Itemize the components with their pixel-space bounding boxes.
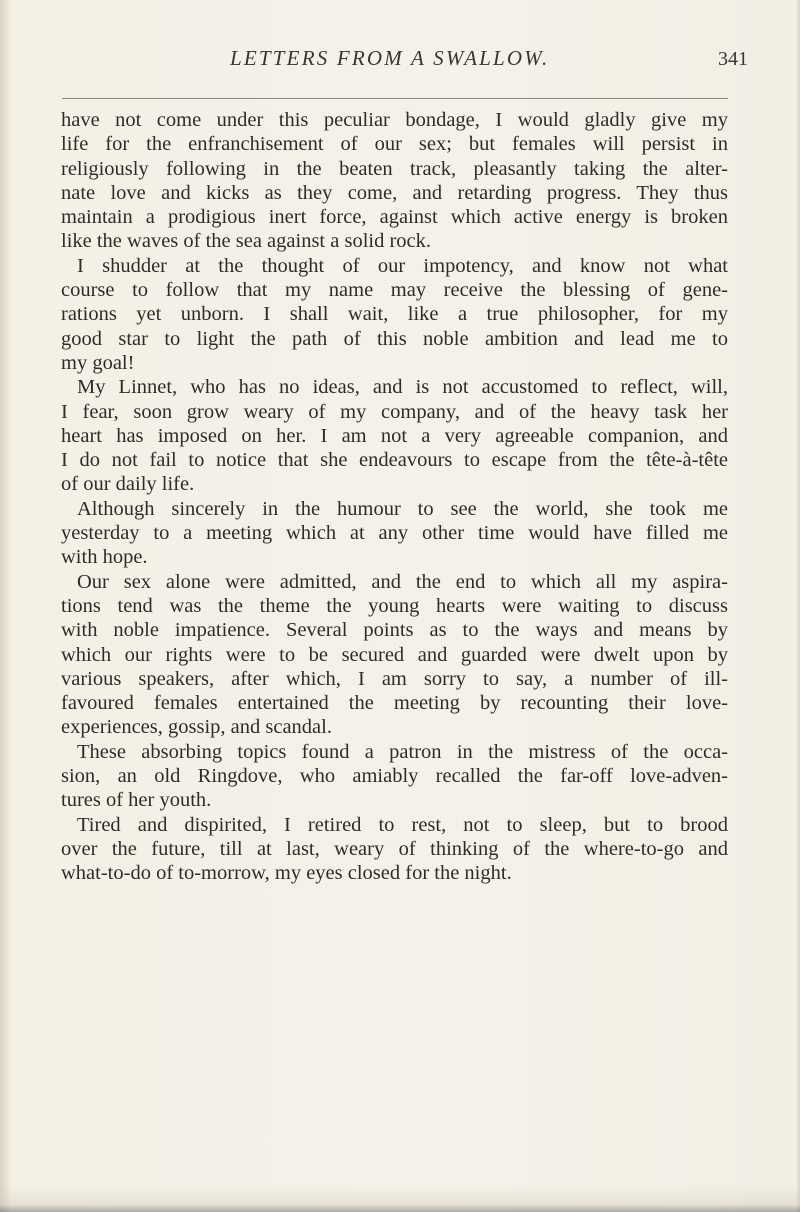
- text-line: have not come under this peculiar bondage, I would gladly give my: [61, 109, 728, 131]
- text-line: sion, an old Ringdove, who amiably recalled the far-off love-adven-: [61, 765, 728, 788]
- text-line: I shudder at the thought of our impotency, and know not what: [77, 254, 728, 277]
- text-line: tures of her youth.: [61, 789, 212, 812]
- text-line: My Linnet, who has no ideas, and is not accustomed to reflect, will,: [77, 376, 728, 399]
- text-line: course to follow that my name may receive the blessing of gene-: [61, 279, 728, 302]
- page-header: [0, 46, 800, 76]
- text-line: favoured females entertained the meeting by recounting their love-: [61, 692, 728, 715]
- text-line: Tired and dispirited, I retired to rest, not to sleep, but to brood: [77, 813, 728, 836]
- text-line: experiences, gossip, and scandal.: [61, 716, 332, 739]
- page-binding-shadow: [0, 0, 10, 1212]
- text-line: Although sincerely in the humour to see the world, she took me: [77, 497, 728, 520]
- text-line: over the future, till at last, weary of thinking of the where-to-go and: [61, 837, 728, 860]
- text-line: These absorbing topics found a patron in the mistress of the occa-: [77, 740, 728, 763]
- text-line: life for the enfranchisement of our sex; but females will persist in: [61, 133, 728, 156]
- header-rule: [62, 98, 728, 99]
- text-line: which our rights were to be secured and guarded were dwelt upon by: [61, 643, 728, 666]
- text-line: various speakers, after which, I am sorry to say, a number of ill-: [61, 667, 728, 690]
- page-bottom-shadow: [0, 1186, 800, 1212]
- text-line: I do not fail to notice that she endeavours to escape from the tête-à-tête: [61, 449, 728, 472]
- text-line: of our daily life.: [61, 473, 195, 496]
- page-number: 341: [718, 48, 748, 70]
- text-line: tions tend was the theme the young hearts were waiting to discuss: [61, 594, 728, 617]
- text-line: like the waves of the sea against a solid rock.: [61, 230, 432, 253]
- text-line: yesterday to a meeting which at any other time would have filled me: [61, 522, 728, 545]
- text-line: maintain a prodigious inert force, against which active energy is broken: [61, 206, 728, 229]
- running-head: LETTERS FROM A SWALLOW.: [230, 46, 550, 70]
- text-line: nate love and kicks as they come, and retarding progress. They thus: [61, 181, 728, 204]
- text-line: rations yet unborn. I shall wait, like a true philosopher, for my: [61, 303, 728, 326]
- text-line: religiously following in the beaten track, pleasantly taking the alter-: [61, 157, 728, 180]
- text-line: I fear, soon grow weary of my company, and of the heavy task her: [61, 400, 728, 423]
- text-line: Our sex alone were admitted, and the end to which all my aspira-: [77, 570, 728, 593]
- text-line: with hope.: [61, 546, 148, 569]
- text-line: good star to light the path of this noble ambition and lead me to: [61, 327, 728, 350]
- text-line: heart has imposed on her. I am not a very agreeable companion, and: [61, 424, 728, 447]
- text-line: what-to-do of to-morrow, my eyes closed for the night.: [61, 862, 512, 885]
- body-text: [61, 108, 728, 886]
- page-edge-shadow: [796, 0, 800, 1212]
- text-line: my goal!: [61, 351, 135, 374]
- text-line: with noble impatience. Several points as to the ways and means by: [61, 619, 728, 642]
